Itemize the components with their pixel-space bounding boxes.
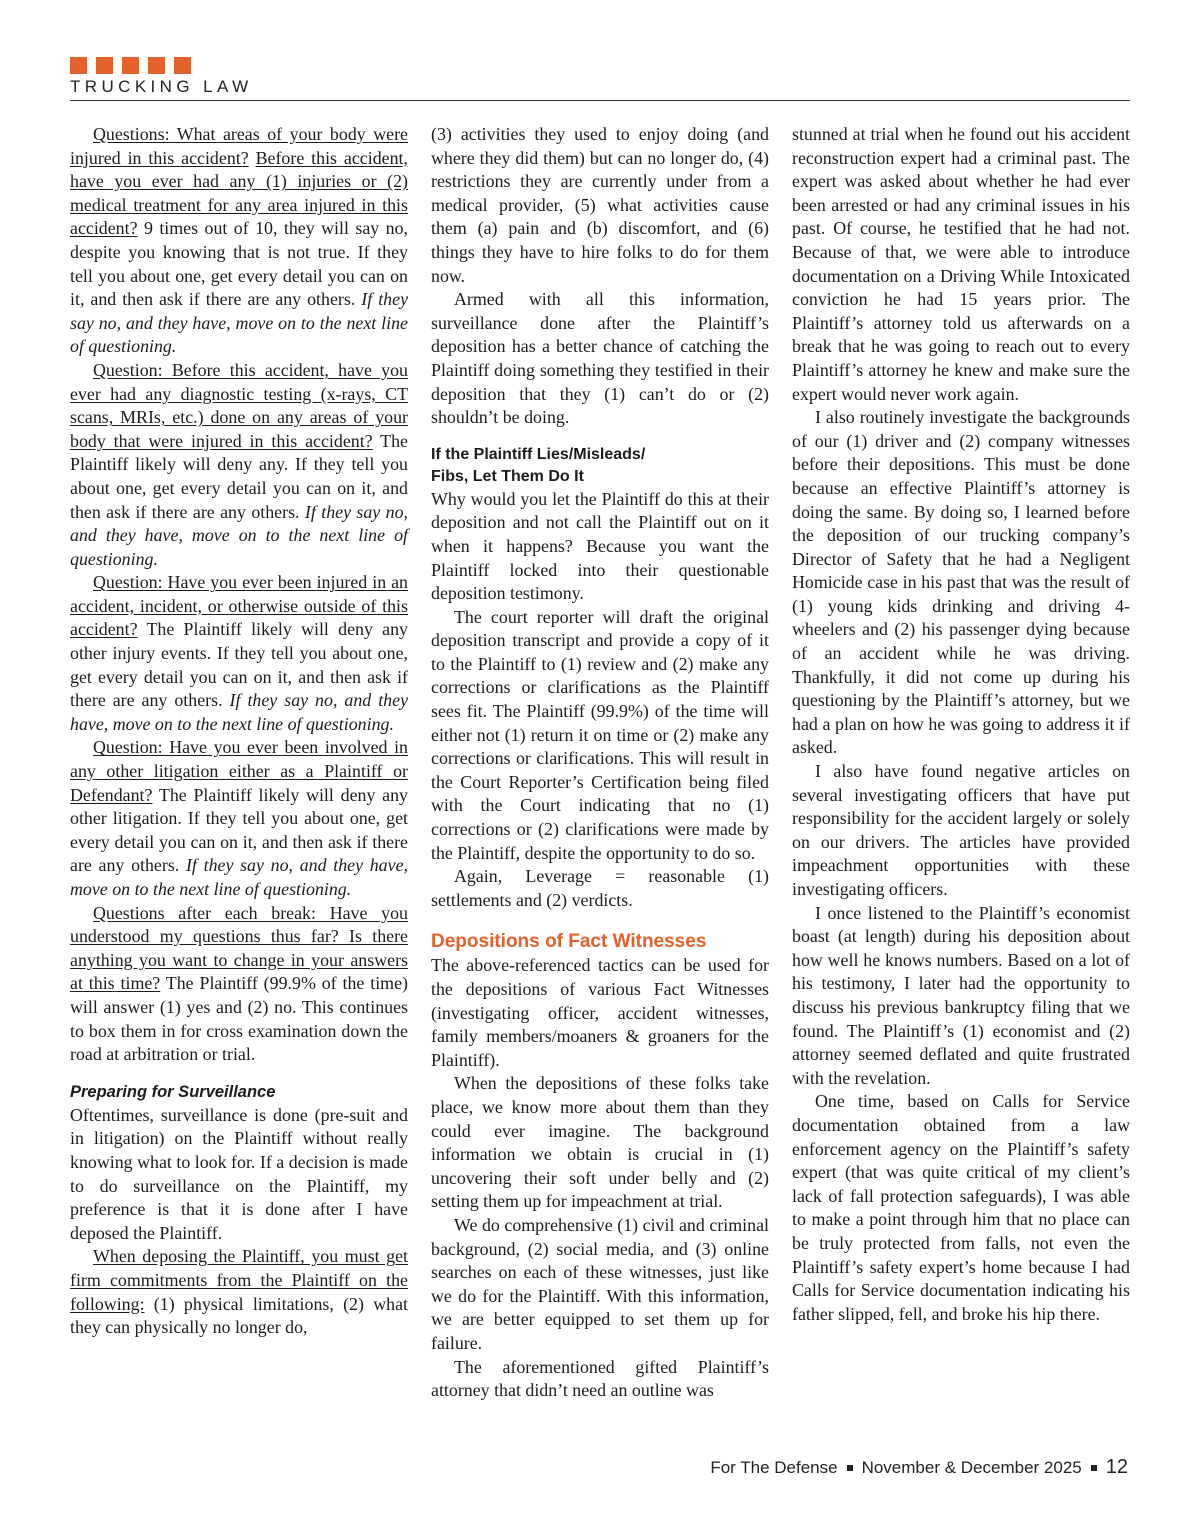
section-label: TRUCKING LAW	[70, 77, 253, 96]
accent-square	[174, 57, 191, 74]
bullet-separator	[847, 1465, 853, 1471]
paragraph: The aforementioned gifted Plaintiff’s attorney that didn’t need an outline was	[431, 1356, 769, 1401]
paragraph: Oftentimes, surveillance is done (pre-suit and in litigation) on the Plaintiff without really knowing what to look for. If a decision is made to do surveillance on the Plaintiff, my preference is that it is done after I have deposed the Plaintiff.	[70, 1104, 408, 1243]
question-text: Question: Have you ever been injured in an accident, incident, or otherwise outside of this accident?	[70, 572, 408, 640]
body-text: The Plaintiff likely will deny any other litigation. If they tell you about one, get every detail you can on it, and then ask if there are any others.	[70, 784, 408, 876]
paragraph	[70, 902, 408, 1067]
paragraph: (3) activities they used to enjoy doing (and where they did them) but can no longer do, (4) restrictions they are currently under from a medical provider, (5) what activities cause them (a) pain and (b) discomfort, and (6) things they have to hire folks to do for them now.	[431, 124, 769, 286]
accent-square	[148, 57, 165, 74]
header-rule	[70, 100, 1130, 101]
paragraph: We do comprehensive (1) civil and criminal background, (2) social media, and (3) online searches on each of these witnesses, just like we do for the Plaintiff. With this information, we are better equipped to set them up for failure.	[431, 1214, 769, 1353]
paragraph	[70, 571, 408, 736]
issue-date: November & December 2025	[861, 1457, 1082, 1477]
paragraph: I also have found negative articles on several investigating officers that have put responsibility for the accident largely or solely on our drivers. The articles have provided impeachment opportunities with these investigating officers.	[792, 761, 1130, 899]
paragraph	[70, 736, 408, 901]
subheading: Preparing for Surveillance	[70, 1082, 276, 1101]
body-text: The Plaintiff likely will deny any other injury events. If they tell you about one, get every detail you can on it, and then ask if there are any others.	[70, 619, 408, 711]
column-1	[70, 123, 408, 1340]
question-text: Questions after each break: Have you understood my questions thus far? Is there anything you want to change in your answers at this time?	[70, 902, 408, 994]
body-text: (1) physical limitations, (2) what they can physically no longer do,	[70, 1293, 408, 1338]
accent-square	[70, 57, 87, 74]
question-text: When deposing the Plaintiff, you must get firm commitments from the Plaintiff on the following:	[70, 1246, 408, 1314]
paragraph: The court reporter will draft the original deposition transcript and provide a copy of it to the Plaintiff to (1) review and (2) make any corrections or clarifications as the Plaintiff sees fit. The Plaintiff (99.9%) of the time will either not (1) return it on time or (2) make any corrections or clarifications. This will result in the Court Reporter’s Certification being filed with the Court indicating that no (1) corrections or (2) clarifications were made by the Plaintiff, despite the opportunity to do so.	[431, 606, 769, 863]
subheading	[431, 444, 769, 488]
question-text: Questions: What areas of your body were injured in this accident?	[70, 124, 408, 168]
italic-text: If they say no, and they have, move on to the next line of questioning.	[70, 690, 409, 734]
page-footer	[710, 1456, 1128, 1479]
paragraph	[70, 123, 408, 359]
section-heading: Depositions of Fact Witnesses	[431, 931, 707, 953]
body-text: The Plaintiff (99.9% of the time) will answer (1) yes and (2) no. This continues to box them in for cross examination down the road at arbitration or trial.	[70, 973, 408, 1065]
bullet-separator	[1091, 1465, 1097, 1471]
accent-square	[96, 57, 113, 74]
italic-text: If they say no, and they have, move on to the next line of questioning.	[70, 289, 409, 357]
paragraph: Why would you let the Plaintiff do this at their deposition and not call the Plaintiff out on it when it happens? Because you want the Plaintiff locked into their questionable deposition testimony.	[431, 488, 769, 604]
paragraph: Armed with all this information, surveillance done after the Plaintiff’s deposition has a better chance of catching the Plaintiff doing something they testified in their deposition that they (1) can’t do or (2) shouldn’t be doing.	[431, 289, 769, 428]
italic-text: If they say no, and they have, move on to the next line of questioning.	[70, 855, 408, 899]
body-text: 9 times out of 10, they will say no, despite you knowing that is not true. If they tell you about one, get every detail you can on it, and then ask if there are any others.	[70, 218, 408, 310]
question-text: Question: Before this accident, have you ever had any diagnostic testing (x-rays, CT scans, MRIs, etc.) done on any areas of your body that were injured in this accident?	[70, 359, 408, 451]
paragraph: Again, Leverage = reasonable (1) settlements and (2) verdicts.	[431, 866, 769, 910]
paragraph	[70, 1245, 408, 1339]
subheading-line: If the Plaintiff Lies/Misleads/	[431, 445, 646, 463]
question-text: Question: Have you ever been involved in any other litigation either as a Plaintiff or Defendant?	[70, 737, 408, 805]
header-squares	[70, 57, 1130, 74]
paragraph: One time, based on Calls for Service documentation obtained from a law enforcement agency on the Plaintiff’s safety expert (that was quite critical of my client’s lack of fall protection safeguards), I was able to make a point through him that no place can be truly protected from falls, not even the Plaintiff’s safety expert’s home because I had Calls for Service documentation indicating his father slipped, fell, and broke his hip there.	[792, 1091, 1130, 1324]
italic-text: If they say no, and they have, move on to the next line of questioning.	[70, 501, 408, 569]
column-2	[431, 123, 769, 1403]
paragraph: When the depositions of these folks take place, we know more about them than they could ever imagine. The background information we obtain is crucial in (1) uncovering their soft under belly and (2) setting them up for impeachment at trial.	[431, 1073, 769, 1212]
column-3	[792, 123, 1130, 1326]
body-text: The Plaintiff likely will deny any. If they tell you about one, get every detail you can on it, and then ask if there are any others.	[70, 430, 408, 522]
paragraph: I once listened to the Plaintiff’s economist boast (at length) during his deposition about how well he knows numbers. Based on a lot of his testimony, I later had the opportunity to discuss his previous bankruptcy filing that we found. The Plaintiff’s (1) economist and (2) attorney seemed deflated and quite frustrated with the revelation.	[792, 902, 1130, 1088]
paragraph	[70, 359, 408, 571]
paragraph: stunned at trial when he found out his accident reconstruction expert had a criminal past. The expert was asked about whether he had ever been arrested or had any criminal issues in his past. Of course, he testified that he had not. Because of that, we were able to introduce documentation on a Driving While Intoxicated conviction he had 15 years prior. The Plaintiff’s attorney told us afterwards on a break that he was going to reach out to every Plaintiff’s attorney he knew and make sure the expert would never work again.	[792, 124, 1130, 404]
page-number: 12	[1105, 1456, 1128, 1478]
section-header	[70, 57, 1130, 97]
accent-square	[122, 57, 139, 74]
paragraph: I also routinely investigate the backgrounds of our (1) driver and (2) company witnesses before their depositions. This must be done because an effective Plaintiff’s attorney is doing the same. By doing so, I learned before the deposition of our trucking company’s Director of Safety that he had a Negligent Homicide case in his past that was the result of (1) young kids drinking and driving 4-wheelers and (2) his passenger dying because of an accident while he was driving. Thankfully, it did not come up during his questioning by the Plaintiff’s attorney, but we had a plan on how he was going to address it if asked.	[792, 407, 1130, 758]
paragraph: The above-referenced tactics can be used for the depositions of various Fact Witnesses (investigating officer, accident witnesses, family members/moaners & groaners for the Plaintiff).	[431, 955, 769, 1070]
question-text: Before this accident, have you ever had any (1) injuries or (2) medical treatment for any area injured in this accident?	[70, 147, 408, 239]
publication-name: For The Defense	[710, 1457, 838, 1477]
subheading-line: Fibs, Let Them Do It	[431, 467, 584, 485]
